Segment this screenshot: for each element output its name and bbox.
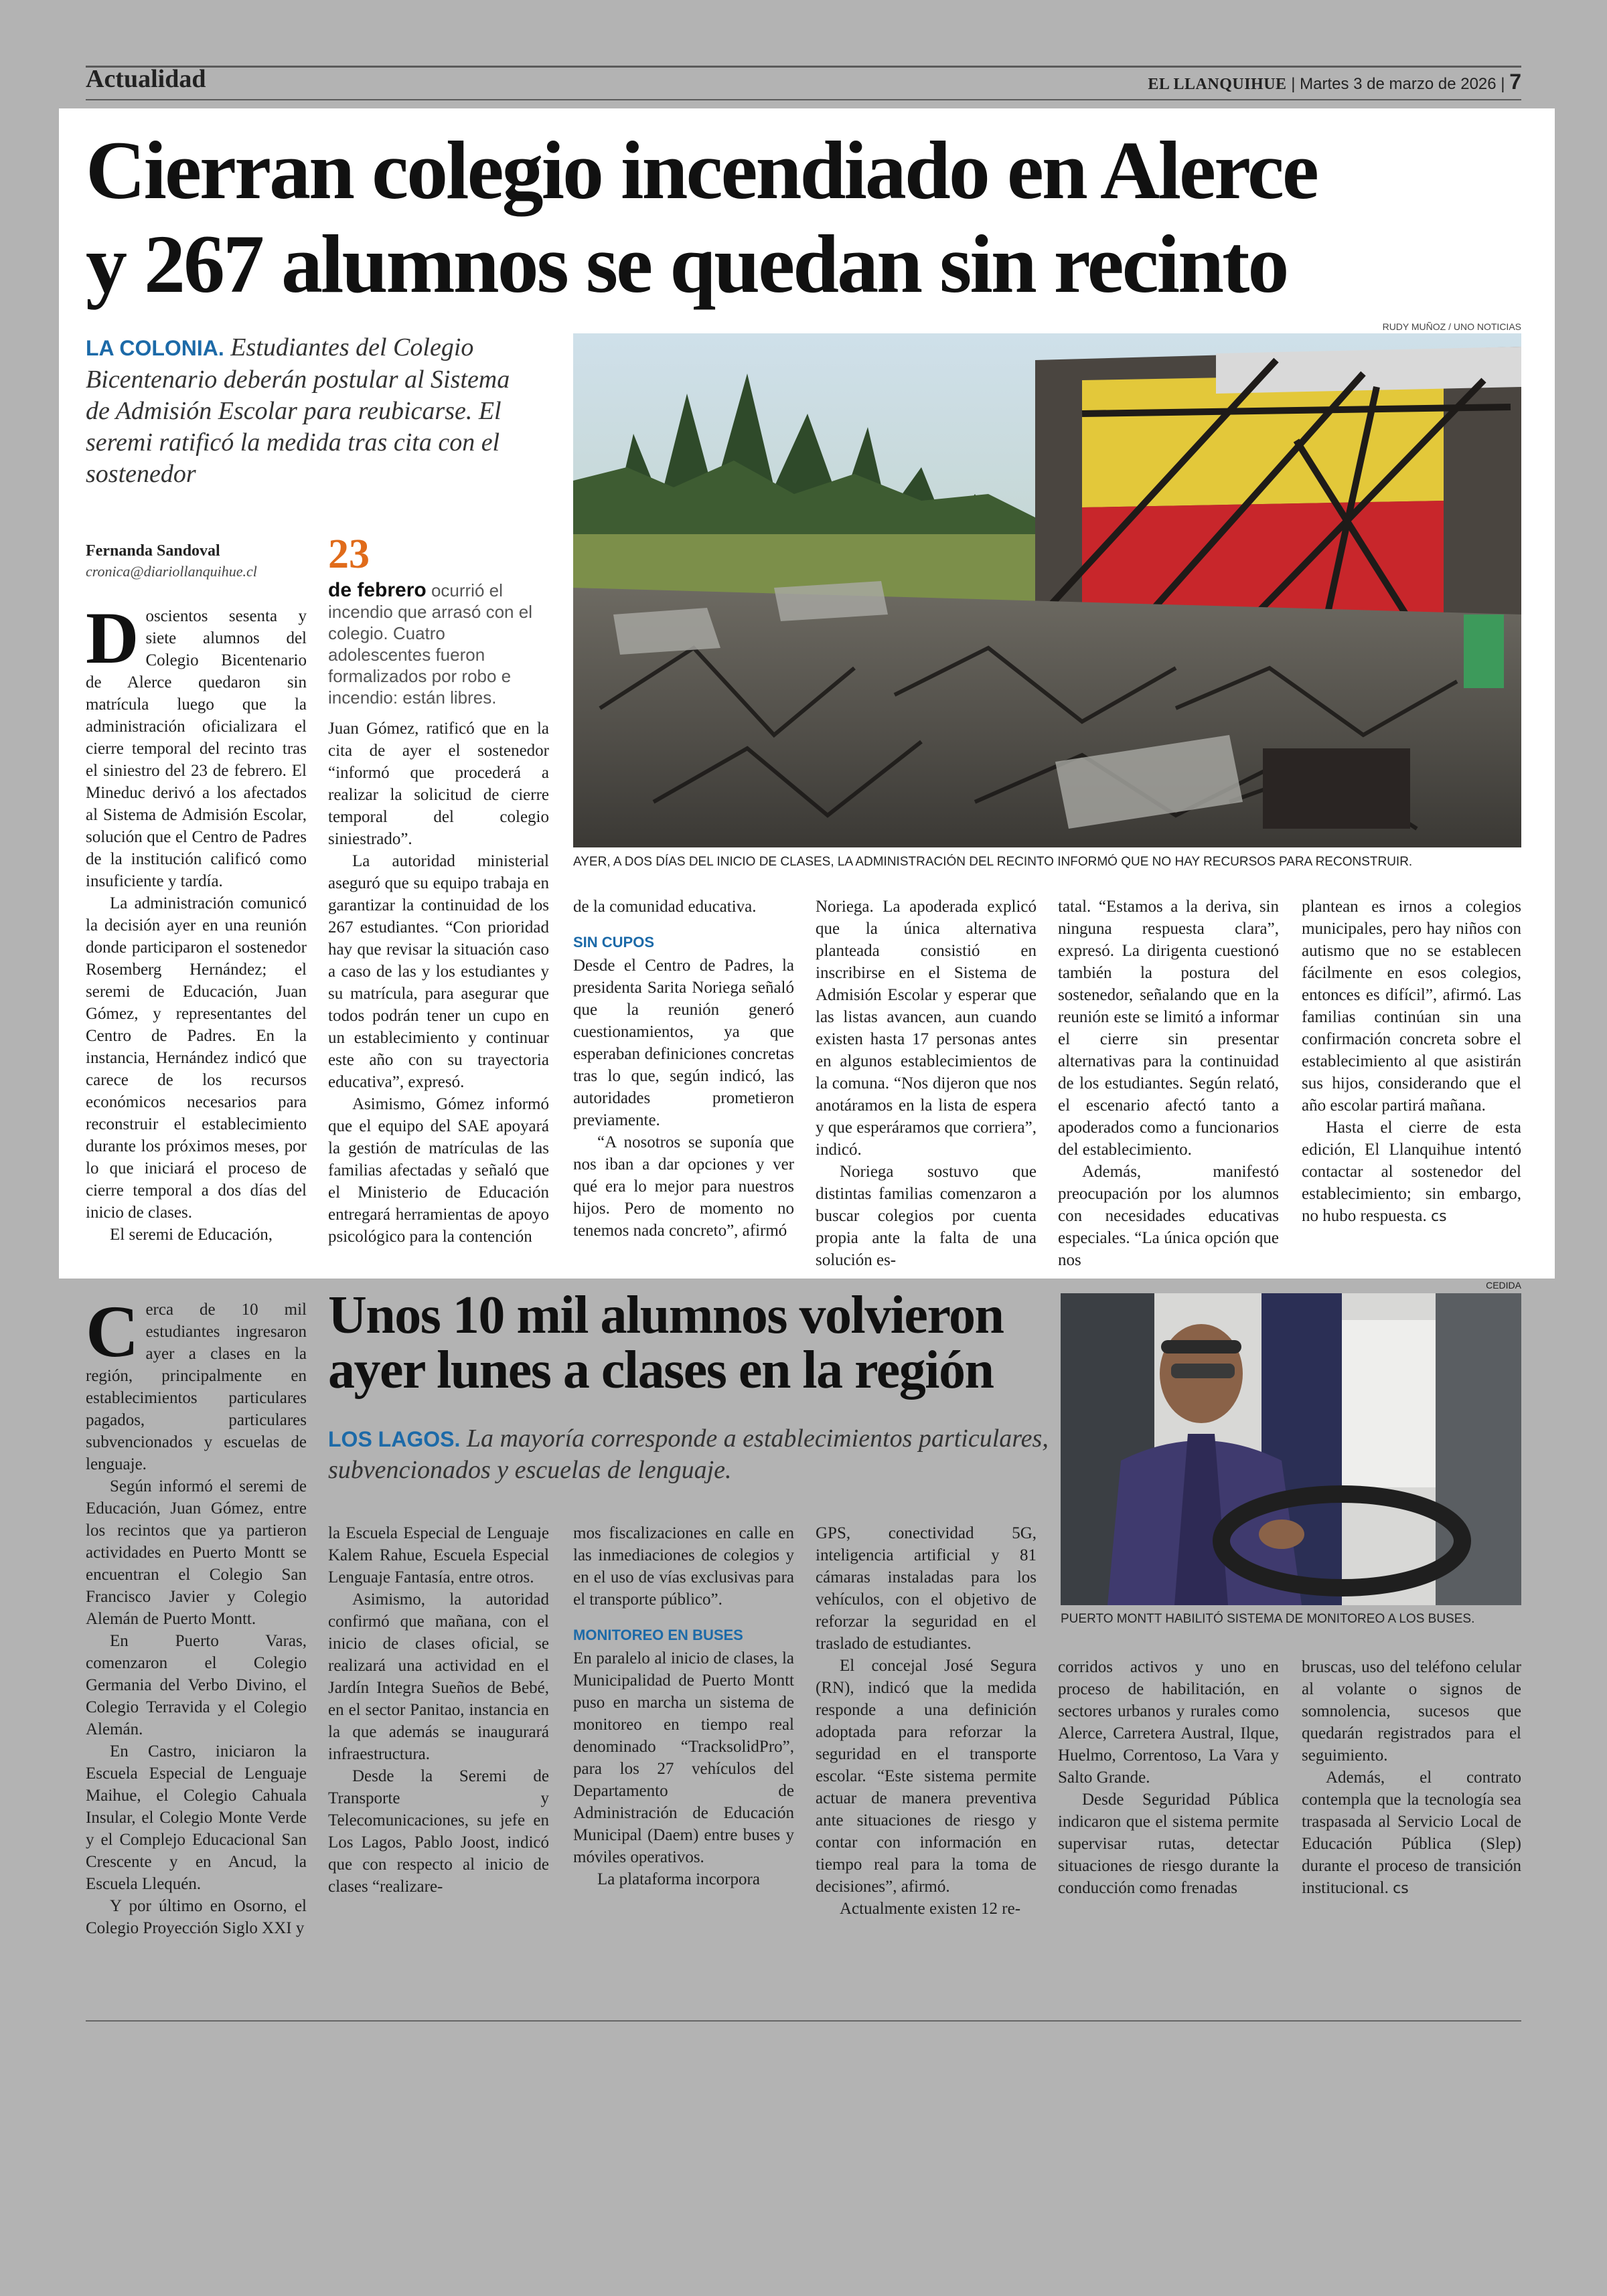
- header-rule-bottom: [86, 99, 1521, 100]
- article1-column-2: [328, 718, 549, 1248]
- date-highlight-box: [328, 533, 549, 708]
- article1-dropcap: D: [86, 597, 139, 679]
- burned-school-photo: [573, 333, 1521, 847]
- stat-description: [328, 580, 549, 708]
- article1-column-3: [573, 896, 794, 1242]
- article1-headline-line2: y 267 alumnos se quedan sin recinto: [86, 218, 1288, 310]
- article2-col3-p1: mos fiscalizaciones en calle en las inmediaciones de colegios y en el uso de vías exclusivas para el transporte público”.: [573, 1524, 794, 1609]
- article2-col2-p2: Asimismo, la autoridad confirmó que mañana, con el inicio de clases oficial, se realizará una actividad en el Jardín Integra Sueños de Bebé, en el sector Panitao, instancia en la que además se inaugurará infraestructura.: [328, 1590, 549, 1763]
- article1-col5-p2: Además, manifestó preocupación por los alumnos con necesidades educativas especiales. “La única opción que nos: [1058, 1163, 1279, 1269]
- article1-photo-credit: RUDY MUÑOZ / UNO NOTICIAS: [1382, 321, 1521, 332]
- article2-col5-p2: Desde Seguridad Pública indicaron que el sistema permite supervisar rutas, detectar situaciones de riesgo durante la conducción como frenadas: [1058, 1791, 1279, 1897]
- article2-headline-line2: ayer lunes a clases en la región: [328, 1341, 994, 1400]
- article2-photo-caption: PUERTO MONTT HABILITÓ SISTEMA DE MONITOREO A LOS BUSES.: [1061, 1612, 1475, 1626]
- section-name: Actualidad: [86, 65, 206, 93]
- article2-col6-p2: Además, el contrato contempla que la tecnología sea traspasada al Servicio Local de Educación Pública (Slep) durante el proceso de transición institucional.: [1302, 1769, 1521, 1897]
- article1-col2-p1: Juan Gómez, ratificó que en la cita de ayer el sostenedor “informó que procederá a realizar la solicitud de cierre temporal del colegio siniestrado”.: [328, 720, 549, 848]
- issue-date: Martes 3 de marzo de 2026: [1300, 75, 1497, 93]
- article1-col5-p1: tatal. “Estamos a la deriva, sin ninguna respuesta clara”, expresó. La dirigenta cuestionó también la postura del sostenedor, señalando que en la reunión este se limitó a informar el cierre sin presentar alternativas para la continuidad de los estudiantes. Según relató, el escenario afectó tanto a apoderados como a funcionarios del establecimiento.: [1058, 898, 1279, 1159]
- article2-lede-text: La mayoría corresponde a establecimientos particulares, subvencionados y escuelas de lenguaje.: [328, 1424, 1049, 1484]
- article2-photo-credit: CEDIDA: [1486, 1280, 1521, 1291]
- article2-column-3: [573, 1522, 794, 1890]
- header-rule: [86, 66, 1521, 68]
- article1-col3-p3: “A nosotros se suponía que nos iban a dar opciones y ver qué era lo mejor para nuestros hijos. Pero de momento no tenemos nada concreto”, afirmó: [573, 1133, 794, 1240]
- paper-name: EL LLANQUIHUE: [1148, 76, 1287, 93]
- stat-bold: de febrero: [328, 579, 427, 601]
- article1-col4-p2: Noriega sostuvo que distintas familias comenzaron a buscar colegios por cuenta propia ante la falta de una solución es-: [816, 1163, 1037, 1269]
- article1-col4-p1: Noriega. La apoderada explicó que la única alternativa planteada consistió en inscribirse en el Sistema de Admisión Escolar y esperar que las listas avancen, aun cuando existen hasta 17 personas antes en algunos establecimientos de la comuna. “Nos dijeron que nos anotáramos en la lista de espera y que esperáramos que corriera”, indicó.: [816, 898, 1037, 1159]
- article1-col1-p3: El seremi de Educación,: [110, 1226, 273, 1244]
- article1-photo-caption: AYER, A DOS DÍAS DEL INICIO DE CLASES, LA ADMINISTRACIÓN DEL RECINTO INFORMÓ QUE NO HAY RECURSOS PARA RECONSTRUIR.: [573, 855, 1413, 869]
- article2-col1-p1: erca de 10 mil estudiantes ingresaron ayer a clases en la región, principalmente en establecimientos particulares pagados, particulares subvencionados y escuelas de lenguaje.: [86, 1301, 307, 1473]
- article1-col3-p2: Desde el Centro de Padres, la presidenta Sarita Noriega señaló que la reunión generó cuestionamientos, ya que esperaban definiciones concretas tras lo que, según indicó, las autoridades prometieron previamente.: [573, 957, 794, 1129]
- footer-rule: [86, 2020, 1521, 2022]
- article1-subhead-sin-cupos: SIN CUPOS: [573, 934, 655, 951]
- article2-col1-p4: En Castro, iniciaron la Escuela Especial de Lenguaje Maihue, el Colegio Cahuala Insular, el Colegio Monte Verde y el Complejo Educacional San Crescente y en Ancud, la Escuela Llequén.: [86, 1742, 307, 1893]
- article2-col4-p2: El concejal José Segura (RN), indicó que la medida responde a una definición adoptada para reforzar la seguridad en el transporte escolar. “Este sistema permite actuar de manera preventiva ante situaciones de riesgo y contar con información en tiempo real para la toma de decisiones”, afirmó.: [816, 1657, 1037, 1896]
- article2-column-4: [816, 1522, 1037, 1920]
- article1-col3-p1: de la comunidad educativa.: [573, 898, 757, 916]
- masthead: [1148, 70, 1521, 94]
- article2-col1-p5: Y por último en Osorno, el Colegio Proyección Siglo XXI y: [86, 1897, 307, 1937]
- article2-column-6: [1302, 1656, 1521, 1900]
- article1-column-4: [816, 896, 1037, 1271]
- article2-subhead-monitoreo: MONITOREO EN BUSES: [573, 1627, 743, 1643]
- article2-col6-p1: bruscas, uso del teléfono celular al volante o signos de somnolencia, sucesos que quedarán registrados para el seguimiento.: [1302, 1658, 1521, 1765]
- article2-kicker: LOS LAGOS.: [328, 1427, 461, 1451]
- article2-dropcap: C: [86, 1291, 139, 1372]
- article1-headline-line1: Cierran colegio incendiado en Alerce: [86, 125, 1317, 216]
- stat-number: 23: [328, 531, 370, 577]
- bus-driver-photo: [1061, 1293, 1521, 1605]
- author-name: Fernanda Sandoval: [86, 542, 220, 560]
- author-email: cronica@diariollanquihue.cl: [86, 563, 257, 580]
- article2-lede: [328, 1423, 1051, 1485]
- masthead-separator: |: [1291, 75, 1296, 93]
- article1-col2-p3: Asimismo, Gómez informó que el equipo del SAE apoyará la gestión de matrículas de las familias afectadas y señaló que el Ministerio de Educación entregará herramientas de apoyo psicológico para la contención: [328, 1095, 549, 1246]
- article2-column-2: [328, 1522, 549, 1898]
- end-of-article-icon-2: cs: [1393, 1880, 1409, 1897]
- page-number: 7: [1509, 70, 1521, 94]
- article1-col6-p1: plantean es irnos a colegios municipales, pero hay niños con autismo que no se establecen fácilmente en esos colegios, entonces es difícil”, afirmó. Las familias continúan sin una confirmación concreta sobre el establecimiento al que asistirán sus hijos, considerando que el año escolar partirá mañana.: [1302, 898, 1521, 1115]
- article2-column-1: [86, 1291, 307, 1939]
- article2-col2-p3: Desde la Seremi de Transporte y Telecomunicaciones, su jefe en Los Lagos, Pablo Joost, indicó que con respecto al inicio de clases “realizare-: [328, 1767, 549, 1896]
- article2-headline-line1: Unos 10 mil alumnos volvieron: [328, 1286, 1004, 1345]
- article2-col3-p3: La plataforma incorpora: [597, 1870, 760, 1888]
- article1-lede-text: Estudiantes del Colegio Bicentenario deberán postular al Sistema de Admisión Escolar para reubicarse. El seremi ratificó la medida tras cita con el sostenedor: [86, 333, 510, 488]
- article1-lede: [86, 332, 514, 490]
- stat-text: ocurrió el incendio que arrasó con el colegio. Cuatro adolescentes fueron formalizados por robo e incendio: están libres.: [328, 580, 532, 708]
- article1-headline: [86, 124, 1545, 311]
- end-of-article-icon: cs: [1431, 1208, 1447, 1225]
- article2-col5-p1: corridos activos y uno en proceso de habilitación, en sectores urbanos y rurales como Alerce, Carretera Austral, Ilque, Huelmo, Correntoso, La Vara y Salto Grande.: [1058, 1658, 1279, 1787]
- article2-col4-p1: GPS, conectividad 5G, inteligencia artificial y 81 cámaras instaladas para los vehículos, con el objetivo de reforzar la seguridad en el traslado de estudiantes.: [816, 1524, 1037, 1653]
- article1-col1-p2: La administración comunicó la decisión ayer en una reunión donde participaron el sostenedor Rosemberg Hernández; el seremi de Educación, Juan Gómez, y representantes del Centro de Padres. En la instancia, Hernández indicó que carece de los recursos económicos necesarios para reconstruir el establecimiento durante los próximos meses, por lo que iniciará el proceso de cierre temporal a dos días del inicio de clases.: [86, 894, 307, 1222]
- article2-col4-p3: Actualmente existen 12 re-: [840, 1900, 1021, 1918]
- article2-col1-p3: En Puerto Varas, comenzaron el Colegio Germania del Verbo Divino, el Colegio Terravida y el Colegio Alemán.: [86, 1632, 307, 1738]
- article1-col6-p2: Hasta el cierre de esta edición, El Llanquihue intentó contactar al sostenedor del establecimiento; sin embargo, no hubo respuesta.: [1302, 1119, 1521, 1225]
- article1-column-6: [1302, 896, 1521, 1228]
- article1-kicker: LA COLONIA.: [86, 336, 224, 360]
- article2-column-5: [1058, 1656, 1279, 1899]
- article1-col2-p2: La autoridad ministerial aseguró que su equipo trabaja en garantizar la continuidad de los 267 estudiantes. “Con prioridad hay que revisar la situación caso a caso de las y los estudiantes y su matrícula, para asegurar que todos podrán tener un cupo en un establecimiento y continuar este año con su trayectoria educativa”, expresó.: [328, 852, 549, 1091]
- masthead-separator-2: |: [1501, 75, 1505, 93]
- article1-col1-p1: oscientos sesenta y siete alumnos del Colegio Bicentenario de Alerce quedaron sin matrícula luego que la administración oficializara el cierre temporal del recinto tras el siniestro del 23 de febrero. El Mineduc derivó a los afectados al Sistema de Admisión Escolar, solución que el Centro de Padres de la institución calificó como insuficiente y tardía.: [86, 607, 307, 890]
- article2-col1-p2: Según informó el seremi de Educación, Juan Gómez, entre los recintos que ya partieron actividades en Puerto Montt se encuentran el Colegio San Francisco Javier y Colegio Alemán de Puerto Montt.: [86, 1477, 307, 1628]
- article2-headline: [328, 1288, 1051, 1398]
- article1-column-1: [86, 597, 307, 1246]
- article1-byline: [86, 542, 287, 580]
- article2-col2-p1: la Escuela Especial de Lenguaje Kalem Rahue, Escuela Especial Lenguaje Fantasía, entre otros.: [328, 1524, 549, 1586]
- article2-col3-p2: En paralelo al inicio de clases, la Municipalidad de Puerto Montt puso en marcha un sistema de monitoreo en tiempo real denominado “TracksolidPro”, para los 27 vehículos del Departamento de Administración de Educación Municipal (Daem) entre buses y móviles operativos.: [573, 1649, 794, 1866]
- article1-column-5: [1058, 896, 1279, 1271]
